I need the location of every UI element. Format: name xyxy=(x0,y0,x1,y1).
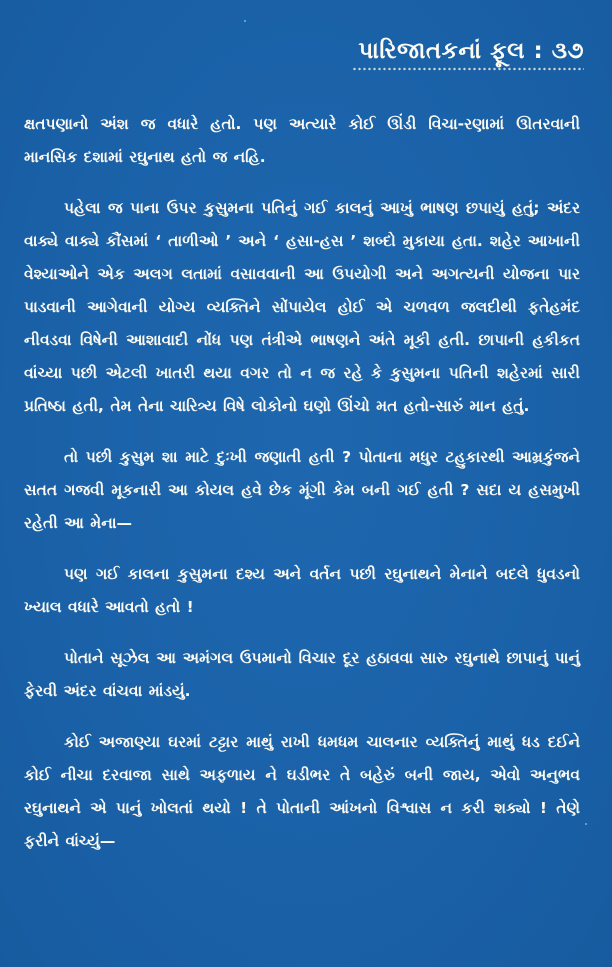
paragraph: કોઈ અજાણ્યા ઘરમાં ટટ્ટાર માથું રાખી ધમધમ ચાલનાર વ્યક્તિનું માથું ધડ દઈને કોઈ નીચા દરવાજા સાથે અફળાય ને ઘડીભર તે બહેરું બની જાય, એવો અનુભવ રઘુનાથને એ પાનું ખોલતાં થયો ! તે પોતાની આંખનો વિશ્વાસ ન કરી શક્યો ! તેણે ફરીને વાંચ્યું— xyxy=(24,733,580,850)
page-speck xyxy=(244,20,246,22)
body-text xyxy=(24,108,580,858)
running-header xyxy=(352,38,584,71)
running-title: પારિજાતકનાં ફૂલ : ૩૭ xyxy=(358,38,584,64)
header-dotted-rule xyxy=(352,67,584,71)
paragraph: પહેલા જ પાના ઉપર કુસુમના પતિનું ગઈ કાલનું આખું ભાષણ છપાયું હતું; અંદર વાક્યે વાક્યે કૌંસમાં ‘ તાળીઓ ’ અને ‘ હસા-હસ ’ શબ્દો મુકાયા હતા. શહેર આખાની વેશ્યાઓને એક અલગ લતામાં વસાવવાની આ ઉપયોગી અને અગત્યની યોજના પાર પાડવાની આગેવાની યોગ્ય વ્યક્તિને સોંપાયેલ હોઈ એ ચળવળ જલદીથી ફતેહમંદ નીવડવા વિષેની આશાવાદી નોંધ પણ તંત્રીએ ભાષણને અંતે મૂકી હતી. છાપાની હકીકત વાંચ્યા પછી એટલી ખાતરી થયા વગર તો ન જ રહે કે કુસુમના પતિની શહેરમાં સારી પ્રતિષ્ઠા હતી, તેમ તેના ચારિત્ર્ય વિષે લોકોનો ઘણો ઊંચો મત હતો-સારું માન હતું. xyxy=(24,199,580,415)
paragraph-continuation: ક્ષતપણાનો અંશ જ વધારે હતો. પણ અત્યારે કોઈ ઊંડી વિચા-રણામાં ઊતરવાની માનસિક દશામાં રઘુનાથ હતો જ નહિ. xyxy=(24,115,580,166)
paragraph: પોતાને સૂઝેલ આ અમંગલ ઉપમાનો વિચાર દૂર હઠાવવા સારુ રઘુનાથે છાપાનું પાનું ફેરવી અંદર વાંચવા માંડયું. xyxy=(24,649,580,700)
paragraph: પણ ગઈ કાલના કુસુમના દશ્ય અને વર્તન પછી રઘુનાથને મેનાને બદલે ધુવડનો ખ્યાલ વધારે આવતો હતો ! xyxy=(24,565,580,616)
page-speck xyxy=(585,823,587,825)
paragraph: તો પછી કુસુમ શા માટે દુઃખી જણાતી હતી ? પોતાના મધુર ટહુકારથી આમ્રકુંજને સતત ગજવી મૂકનારી આ કોયલ હવે છેક મૂંગી કેમ બની ગઈ હતી ? સદા ય હસમુખી રહેતી આ મેના— xyxy=(24,448,580,532)
